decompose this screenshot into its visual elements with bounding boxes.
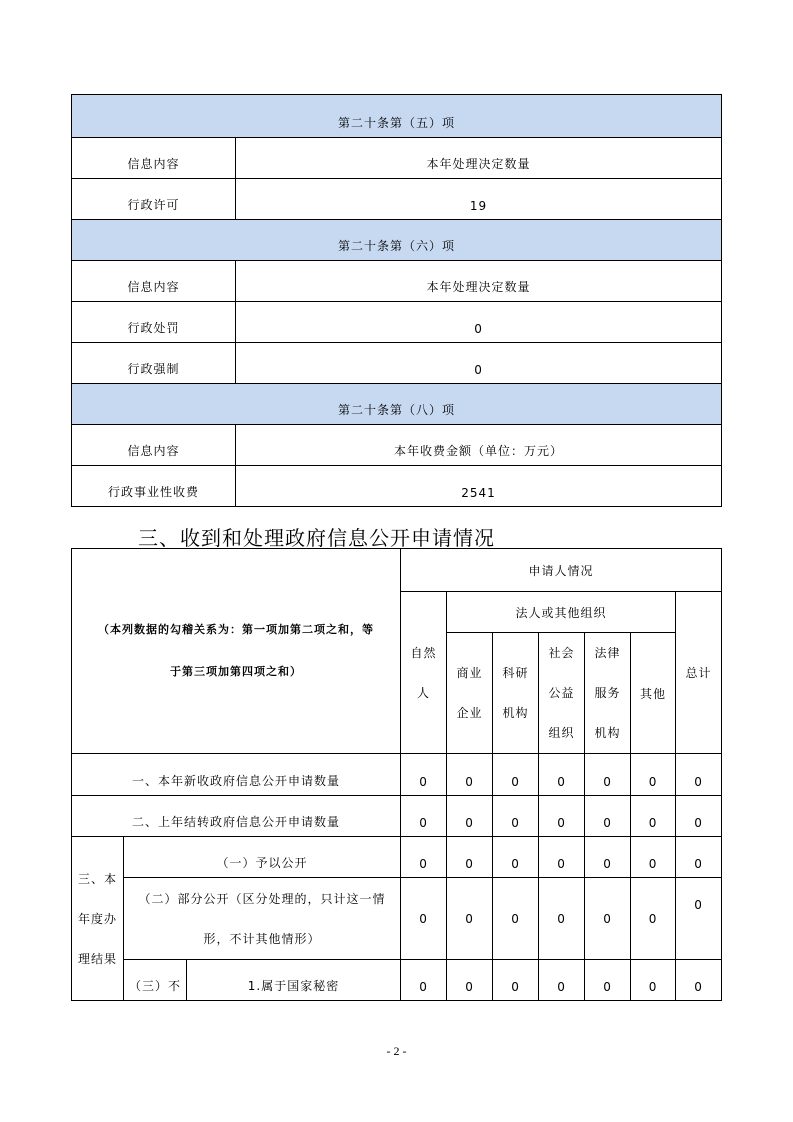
col-value: 本年收费金额（单位：万元） (236, 425, 722, 466)
col-value: 本年处理决定数量 (236, 261, 722, 302)
cell-value: 0 (539, 754, 585, 796)
table-row (72, 343, 722, 384)
note-line-1: （本列数据的勾稽关系为：第一项加第二项之和，等 (98, 623, 374, 636)
cell-value: 0 (676, 960, 722, 1001)
row-label: 行政强制 (72, 343, 236, 384)
cell-value: 0 (401, 878, 447, 960)
section-heading-row (72, 220, 722, 261)
table-row (72, 837, 722, 878)
cell-value: 0 (539, 878, 585, 960)
row-value: 2541 (236, 466, 722, 507)
header-row (72, 549, 722, 592)
row-label: 行政事业性收费 (72, 466, 236, 507)
applicant-header: 申请人情况 (401, 549, 722, 592)
col-label: 信息内容 (72, 261, 236, 302)
cell-value: 0 (631, 960, 676, 1001)
cell-value: 0 (447, 754, 493, 796)
cell-value: 0 (539, 960, 585, 1001)
note-cell (72, 549, 401, 754)
legal-org-header: 法人或其他组织 (447, 592, 676, 633)
cell-value: 0 (401, 796, 447, 837)
research-header: 科研机构 (493, 633, 539, 754)
cell-value: 0 (493, 837, 539, 878)
cell-value: 0 (676, 837, 722, 878)
row-label: 行政许可 (72, 179, 236, 220)
section-heading-row (72, 95, 722, 138)
row-value: 0 (236, 343, 722, 384)
cell-value: 0 (585, 796, 631, 837)
cell-value: 0 (447, 878, 493, 960)
table-row (72, 425, 722, 466)
row-label: （二）部分公开（区分处理的，只计这一情形，不计其他情形） (124, 878, 401, 960)
col-label: 信息内容 (72, 425, 236, 466)
cell-value: 0 (631, 837, 676, 878)
note-line-2: 于第三项加第四项之和） (170, 665, 302, 678)
table-row (72, 466, 722, 507)
cell-value: 0 (447, 796, 493, 837)
cell-value: 0 (676, 796, 722, 837)
cell-value: 0 (539, 796, 585, 837)
table-row (72, 138, 722, 179)
legal-service-header: 法律服务机构 (585, 633, 631, 754)
cell-value: 0 (631, 796, 676, 837)
cell-value: 0 (585, 837, 631, 878)
cell-value: 0 (447, 960, 493, 1001)
application-stats-table (71, 548, 722, 1001)
disclosure-stats-table (71, 94, 722, 507)
section-title: 三、收到和处理政府信息公开申请情况 (138, 526, 495, 550)
table-row (72, 261, 722, 302)
other-header: 其他 (631, 633, 676, 754)
cell-value: 0 (493, 754, 539, 796)
cell-value: 0 (401, 837, 447, 878)
cell-value: 0 (539, 837, 585, 878)
cell-value: 0 (676, 754, 722, 796)
table-row (72, 878, 722, 960)
table-row (72, 754, 722, 796)
row-value: 19 (236, 179, 722, 220)
table-row (72, 796, 722, 837)
cell-value: 0 (493, 960, 539, 1001)
row-label: （一）予以公开 (124, 837, 401, 878)
section-heading-row (72, 384, 722, 425)
cell-value: 0 (401, 754, 447, 796)
cell-value: 0 (631, 754, 676, 796)
cell-value: 0 (631, 878, 676, 960)
cell-value: 0 (585, 754, 631, 796)
group-label: 三、本年度办理结果 (72, 837, 124, 1001)
row-value: 0 (236, 302, 722, 343)
col-value: 本年处理决定数量 (236, 138, 722, 179)
row-label: 二、上年结转政府信息公开申请数量 (72, 796, 401, 837)
section-heading: 第二十条第（六）项 (72, 220, 722, 261)
table-row (72, 179, 722, 220)
page-number: - 2 - (386, 1044, 407, 1058)
natural-person-header: 自然人 (401, 592, 447, 754)
commercial-header: 商业企业 (447, 633, 493, 754)
table-row (72, 302, 722, 343)
col-label: 信息内容 (72, 138, 236, 179)
table-row (72, 960, 722, 1001)
section-heading: 第二十条第（八）项 (72, 384, 722, 425)
cell-value: 0 (585, 960, 631, 1001)
cell-value: 0 (401, 960, 447, 1001)
social-header: 社会公益组织 (539, 633, 585, 754)
total-header: 总计 (676, 592, 722, 754)
cell-value: 0 (493, 878, 539, 960)
section-heading: 第二十条第（五）项 (72, 95, 722, 138)
cell-value: 0 (447, 837, 493, 878)
cell-value: 0 (676, 878, 722, 960)
row-prefix: （三）不 (124, 960, 187, 1001)
row-label: 一、本年新收政府信息公开申请数量 (72, 754, 401, 796)
cell-value: 0 (493, 796, 539, 837)
cell-value: 0 (585, 878, 631, 960)
row-label: 1.属于国家秘密 (187, 960, 401, 1001)
row-label: 行政处罚 (72, 302, 236, 343)
